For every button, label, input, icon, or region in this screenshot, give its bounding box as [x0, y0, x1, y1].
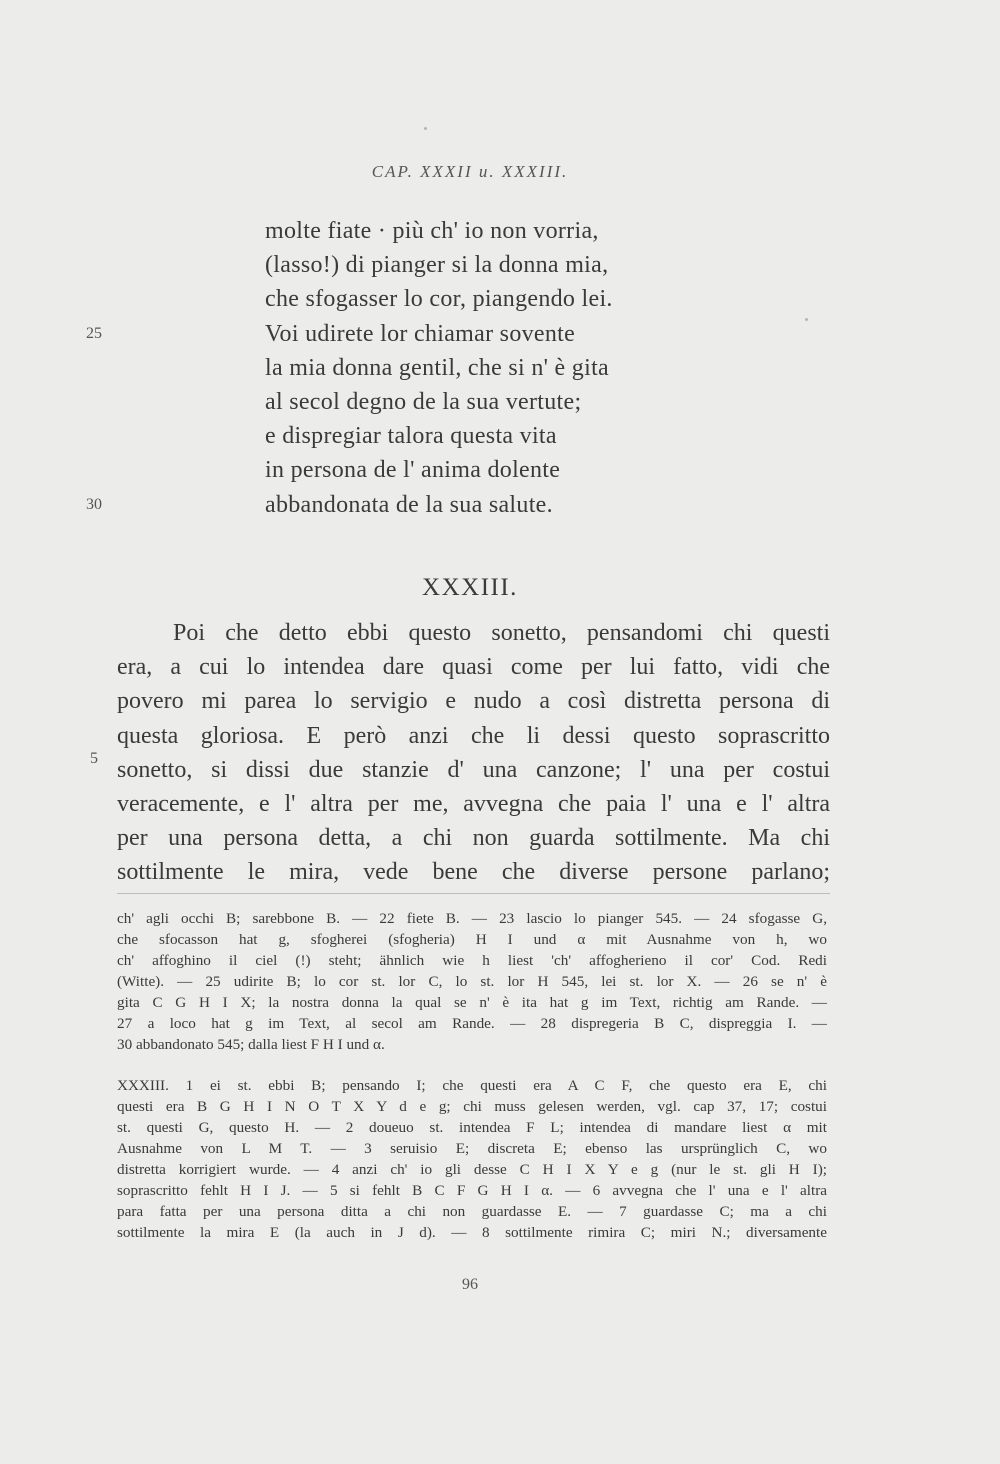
- poem-line: la mia donna gentil, che si n' è gita: [265, 354, 609, 381]
- note-line: ch' affoghino il ciel (!) steht; ähnlich wie h liest 'ch' affogherieno il cor' Cod. Redi: [117, 952, 827, 969]
- prose-line: Poi che detto ebbi questo sonetto, pensandomi chi questi: [173, 620, 830, 646]
- note-line: ch' agli occhi B; sarebbone B. — 22 fiete B. — 23 lascio lo pianger 545. — 24 sfogasse G,: [117, 910, 827, 927]
- prose-line: sottilmente le mira, vede bene che diverse persone parlano;: [117, 859, 830, 886]
- note-line: soprascritto fehlt H I J. — 5 si fehlt B C F G H I α. — 6 avvegna che l' una e l' altra: [117, 1182, 827, 1199]
- prose-line: questa gloriosa. E però anzi che li dessi questo soprascritto: [117, 722, 830, 749]
- prose-block: [117, 616, 830, 890]
- note-line: XXXIII. 1 ei st. ebbi B; pensando I; che questi era A C F, che questo era E, chi: [117, 1077, 827, 1094]
- prose-line: per una persona detta, a chi non guarda sottilmente. Ma chi: [117, 825, 830, 852]
- poem-line: molte fiate · più ch' io non vorria,: [265, 218, 599, 244]
- line-number-25: 25: [86, 325, 102, 342]
- poem-line: al secol degno de la sua vertute;: [265, 389, 582, 416]
- chapter-title: XXXIII.: [422, 574, 518, 601]
- footnote-rule: [117, 893, 830, 894]
- note-line: 30 abbandonato 545; dalla liest F H I und α.: [117, 1036, 385, 1053]
- poem-line: (lasso!) di pianger si la donna mia,: [265, 252, 609, 279]
- note-line: (Witte). — 25 udirite B; lo cor st. lor C, lo st. lor H 545, lei st. lor X. — 26 se n' è: [117, 973, 827, 990]
- poem-line: in persona de l' anima dolente: [265, 457, 561, 484]
- paper-speck: [805, 318, 808, 321]
- note-line: para fatta per una persona ditta a chi non guardasse E. — 7 guardasse C; ma a chi: [117, 1203, 827, 1220]
- paper-speck: [424, 127, 427, 130]
- prose-line: sonetto, si dissi due stanzie d' una canzone; l' una per costui: [117, 756, 830, 783]
- note-line: Ausnahme von L M T. — 3 seruisio E; discreta E; ebenso las ursprünglich C, wo: [117, 1140, 827, 1157]
- poem-line: abbandonata de la sua salute.: [265, 491, 553, 518]
- poem-line: che sfogasser lo cor, piangendo lei.: [265, 286, 613, 313]
- poem-line: e dispregiar talora questa vita: [265, 423, 557, 450]
- apparatus-notes-xxxiii: [117, 1075, 827, 1243]
- prose-line: povero mi parea lo servigio e nudo a così distretta persona di: [117, 688, 830, 715]
- prose-line: era, a cui lo intendea dare quasi come per lui fatto, vidi che: [117, 654, 830, 681]
- prose-line: veracemente, e l' altra per me, avvegna che paia l' una e l' altra: [117, 790, 830, 817]
- line-number-5: 5: [90, 750, 98, 767]
- page-number: 96: [462, 1276, 478, 1293]
- note-line: 27 a loco hat g im Text, al secol am Rande. — 28 dispregeria B C, dispreggia I. —: [117, 1015, 827, 1032]
- note-line: gita C G H I X; la nostra donna la qual se n' è ita hat g im Text, richtig am Rande. —: [117, 994, 827, 1011]
- line-number-30: 30: [86, 496, 102, 513]
- apparatus-notes-xxxii: [117, 908, 827, 1055]
- note-line: sottilmente la mira E (la auch in J d). — 8 sottilmente rimira C; miri N.; diversamente: [117, 1224, 827, 1241]
- note-line: che sfocasson hat g, sfogherei (sfogheria) H I und α mit Ausnahme von h, wo: [117, 931, 827, 948]
- note-line: questi era B G H I N O T X Y d e g; chi muss gelesen werden, vgl. cap 37, 17; costui: [117, 1098, 827, 1115]
- poem-line: Voi udirete lor chiamar sovente: [265, 320, 576, 347]
- running-head: CAP. XXXII u. XXXIII.: [371, 162, 569, 181]
- poem-block: [265, 214, 613, 522]
- note-line: st. questi G, questo H. — 2 doueuo st. intendea F L; intendea di mandare liest α mit: [117, 1119, 827, 1136]
- note-line: distretta korrigiert wurde. — 4 anzi ch' io gli desse C H I X Y e g (nur le st. gli H I);: [117, 1161, 827, 1178]
